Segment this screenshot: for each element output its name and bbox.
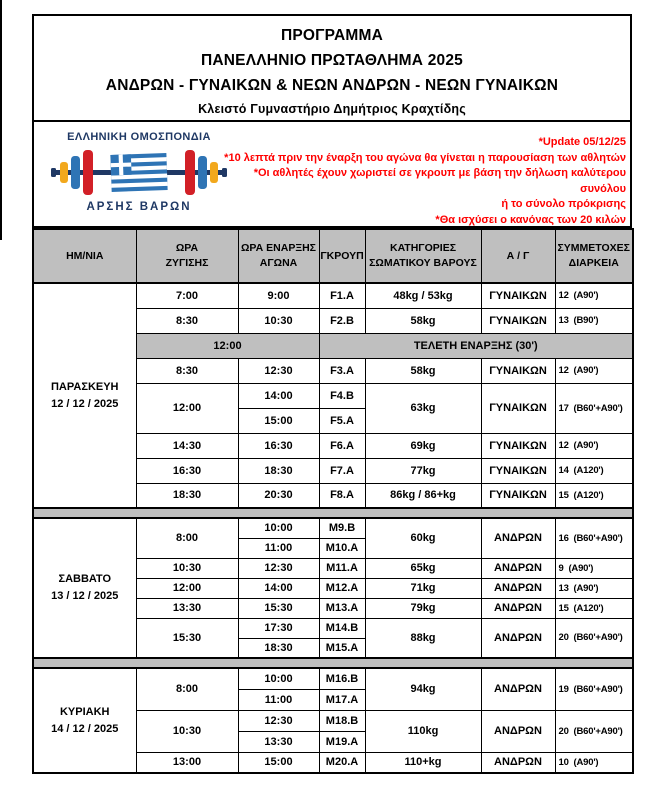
schedule-cell: 15:00 — [238, 408, 319, 433]
schedule-cell: 9 (Α90') — [555, 558, 633, 578]
schedule-cell: 13:00 — [136, 752, 238, 773]
schedule-cell: M20.A — [319, 752, 365, 773]
schedule-cell: ΑΝΔΡΩΝ — [481, 668, 555, 710]
schedule-cell: F8.A — [319, 483, 365, 508]
schedule-cell: 10:00 — [238, 518, 319, 538]
schedule-cell: ΓΥΝΑΙΚΩΝ — [481, 308, 555, 333]
schedule-cell: 16:30 — [238, 433, 319, 458]
column-header-line: ΓΚΡΟΥΠ — [320, 249, 364, 262]
schedule-cell: 12:00 — [136, 333, 319, 358]
schedule-cell: 19 (Β60'+Α90') — [555, 668, 633, 710]
note-line: *Οι αθλητές έχουν χωριστεί σε γκρουπ με βάση την δήλωση καλύτερου συνόλου — [253, 167, 626, 195]
schedule-cell: F6.A — [319, 433, 365, 458]
schedule-body — [33, 283, 633, 773]
schedule-cell: 18:30 — [136, 483, 238, 508]
note-line: *Update 05/12/25 — [538, 136, 626, 148]
schedule-cell: M16.B — [319, 668, 365, 689]
info-box — [32, 122, 632, 228]
schedule-cell: ΓΥΝΑΙΚΩΝ — [481, 358, 555, 383]
schedule-cell: 10:30 — [238, 308, 319, 333]
schedule-cell: ΑΝΔΡΩΝ — [481, 752, 555, 773]
schedule-cell: M13.A — [319, 598, 365, 618]
column-header-line: ΩΡΑ ΕΝΑΡΞΗΣ — [241, 242, 316, 254]
column-header — [33, 229, 136, 283]
schedule-cell: 15 (Α120') — [555, 483, 633, 508]
column-header-line: ΣΥΜΜΕΤΟΧΕΣ — [557, 242, 630, 254]
schedule-cell: 60kg — [365, 518, 481, 558]
title-line: ΠΡΟΓΡΑΜΜΑ — [280, 27, 384, 44]
schedule-cell: ΤΕΛΕΤΗ ΕΝΑΡΞΗΣ (30') — [319, 333, 633, 358]
schedule-cell: 20 (Β60'+Α90') — [555, 710, 633, 752]
column-header — [238, 229, 319, 283]
column-header — [555, 229, 633, 283]
schedule-cell: 88kg — [365, 618, 481, 658]
schedule-cell: 94kg — [365, 668, 481, 710]
schedule-cell: 15:00 — [238, 752, 319, 773]
schedule-cell: 16:30 — [136, 458, 238, 483]
schedule-cell: 18:30 — [238, 458, 319, 483]
schedule-cell: 8:00 — [136, 668, 238, 710]
schedule-cell: 8:30 — [136, 358, 238, 383]
day-name: ΣΑΒΒΑΤΟ — [58, 573, 112, 585]
schedule-cell: M17.A — [319, 689, 365, 710]
schedule-cell: 8:00 — [136, 518, 238, 558]
schedule-cell: 12:30 — [238, 558, 319, 578]
column-header-line: Α / Γ — [506, 249, 530, 262]
schedule-cell: 12:30 — [238, 358, 319, 383]
schedule-cell: 14:00 — [238, 383, 319, 408]
federation-logo-top-text: ΕΛΛΗΝΙΚΗ ΟΜΟΣΠΟΝΔΙΑ — [67, 131, 211, 143]
schedule-cell: 110+kg — [365, 752, 481, 773]
section-separator-cell — [33, 508, 633, 518]
schedule-cell: 14 (Α120') — [555, 458, 633, 483]
schedule-cell: 12:00 — [136, 383, 238, 433]
schedule-cell: ΑΝΔΡΩΝ — [481, 710, 555, 752]
schedule-cell: F3.A — [319, 358, 365, 383]
schedule-cell: 13 (Α90') — [555, 578, 633, 598]
schedule-cell: 58kg — [365, 308, 481, 333]
schedule-cell: ΓΥΝΑΙΚΩΝ — [481, 458, 555, 483]
schedule-cell: M18.B — [319, 710, 365, 731]
schedule-cell: 20 (Β60'+Α90') — [555, 618, 633, 658]
schedule-row — [33, 283, 633, 308]
program-sheet — [32, 14, 632, 774]
schedule-cell: ΑΝΔΡΩΝ — [481, 598, 555, 618]
schedule-cell: 69kg — [365, 433, 481, 458]
schedule-cell: 12:00 — [136, 578, 238, 598]
schedule-table — [32, 228, 634, 774]
schedule-cell: 15:30 — [136, 618, 238, 658]
title-line: Κλειστό Γυμναστήριο Δημήτριος Κραχτίδης — [198, 102, 466, 116]
schedule-cell: 10:30 — [136, 558, 238, 578]
note-line: *Θα ισχύσει ο κανόνας των 20 κιλών — [435, 213, 626, 226]
schedule-cell: 20:30 — [238, 483, 319, 508]
column-header-line: ΣΩΜΑΤΙΚΟΥ ΒΑΡΟΥΣ — [369, 257, 477, 269]
section-separator-cell — [33, 658, 633, 668]
barbell-greek-flag-icon — [50, 146, 228, 200]
schedule-cell: 12 (Α90') — [555, 358, 633, 383]
column-header — [319, 229, 365, 283]
column-header-line: ΔΙΑΡΚΕΙΑ — [568, 257, 619, 269]
schedule-cell: ΓΥΝΑΙΚΩΝ — [481, 483, 555, 508]
schedule-cell: 15:30 — [238, 598, 319, 618]
section-separator — [33, 658, 633, 668]
column-header — [136, 229, 238, 283]
schedule-cell: 9:00 — [238, 283, 319, 308]
column-header-line: ΑΓΩΝΑ — [259, 257, 298, 269]
schedule-cell: F2.B — [319, 308, 365, 333]
schedule-cell: ΓΥΝΑΙΚΩΝ — [481, 283, 555, 308]
day-cell — [33, 283, 136, 508]
day-date: 13 / 12 / 2025 — [51, 590, 119, 602]
schedule-cell: 86kg / 86+kg — [365, 483, 481, 508]
schedule-cell: M10.A — [319, 538, 365, 558]
column-header-line: ΗΜ/ΝΙΑ — [66, 249, 104, 262]
schedule-cell: F4.B — [319, 383, 365, 408]
schedule-cell: ΑΝΔΡΩΝ — [481, 578, 555, 598]
schedule-cell: 13:30 — [136, 598, 238, 618]
header-row — [33, 229, 633, 283]
title-box — [32, 14, 632, 122]
schedule-cell: ΓΥΝΑΙΚΩΝ — [481, 433, 555, 458]
schedule-cell: 79kg — [365, 598, 481, 618]
day-cell — [33, 668, 136, 773]
note-line: ή το σύνολο πρόκρισης — [501, 198, 626, 210]
schedule-cell: M19.A — [319, 731, 365, 752]
day-date: 14 / 12 / 2025 — [51, 722, 119, 735]
schedule-cell: 14:30 — [136, 433, 238, 458]
schedule-cell: 77kg — [365, 458, 481, 483]
federation-logo-bottom-text: ΑΡΣΗΣ ΒΑΡΩΝ — [86, 201, 192, 213]
day-name: ΚΥΡΙΑΚΗ — [59, 705, 110, 718]
schedule-cell: 10:00 — [238, 668, 319, 689]
schedule-cell: 13:30 — [238, 731, 319, 752]
schedule-cell: 12:30 — [238, 710, 319, 731]
schedule-cell: 58kg — [365, 358, 481, 383]
schedule-cell: 17 (Β60'+Α90') — [555, 383, 633, 433]
column-header-line: ΩΡΑ — [175, 242, 199, 254]
schedule-row — [33, 668, 633, 689]
schedule-cell: 65kg — [365, 558, 481, 578]
left-edge-line — [0, 0, 2, 240]
column-header-line: ΚΑΤΗΓΟΡΙΕΣ — [390, 242, 456, 254]
schedule-cell: 11:00 — [238, 689, 319, 710]
schedule-cell: 8:30 — [136, 308, 238, 333]
schedule-cell: M12.A — [319, 578, 365, 598]
schedule-cell: 63kg — [365, 383, 481, 433]
schedule-cell: M9.B — [319, 518, 365, 538]
schedule-cell: F1.A — [319, 283, 365, 308]
schedule-cell: 11:00 — [238, 538, 319, 558]
schedule-cell: 10 (Α90') — [555, 752, 633, 773]
title-line: ΠΑΝΕΛΛΗΝΙΟ ΠΡΩΤΑΘΛΗΜΑ 2025 — [201, 52, 463, 69]
schedule-cell: 12 (Α90') — [555, 433, 633, 458]
schedule-cell: 12 (Α90') — [555, 283, 633, 308]
schedule-cell: 16 (Β60'+Α90') — [555, 518, 633, 558]
federation-logo — [48, 131, 230, 214]
schedule-cell: ΑΝΔΡΩΝ — [481, 558, 555, 578]
schedule-cell: M11.A — [319, 558, 365, 578]
day-cell — [33, 518, 136, 658]
note-line: *10 λεπτά πριν την έναρξη του αγώνα θα γίνεται η παρουσίαση των αθλητών — [224, 151, 626, 164]
schedule-cell: ΓΥΝΑΙΚΩΝ — [481, 383, 555, 433]
schedule-cell: F7.A — [319, 458, 365, 483]
schedule-cell: 13 (Β90') — [555, 308, 633, 333]
schedule-cell: 7:00 — [136, 283, 238, 308]
schedule-cell: 14:00 — [238, 578, 319, 598]
schedule-cell: 48kg / 53kg — [365, 283, 481, 308]
schedule-cell: M14.B — [319, 618, 365, 638]
column-header-line: ΖΥΓΙΣΗΣ — [165, 257, 209, 269]
schedule-cell: F5.A — [319, 408, 365, 433]
schedule-cell: 71kg — [365, 578, 481, 598]
schedule-cell: ΑΝΔΡΩΝ — [481, 618, 555, 658]
schedule-cell: 18:30 — [238, 638, 319, 658]
notes-block — [206, 135, 626, 228]
section-separator — [33, 508, 633, 518]
day-date: 12 / 12 / 2025 — [51, 397, 119, 410]
schedule-cell: ΑΝΔΡΩΝ — [481, 518, 555, 558]
column-header — [481, 229, 555, 283]
column-header — [365, 229, 481, 283]
schedule-cell: 10:30 — [136, 710, 238, 752]
schedule-cell: 17:30 — [238, 618, 319, 638]
title-line: ΑΝΔΡΩΝ - ΓΥΝΑΙΚΩΝ & ΝΕΩΝ ΑΝΔΡΩΝ - ΝΕΩΝ ΓΥΝΑΙΚΩΝ — [105, 77, 559, 94]
schedule-cell: 110kg — [365, 710, 481, 752]
day-name: ΠΑΡΑΣΚΕΥΗ — [50, 380, 119, 393]
schedule-cell: 15 (Α120') — [555, 598, 633, 618]
schedule-row — [33, 518, 633, 538]
schedule-cell: M15.A — [319, 638, 365, 658]
